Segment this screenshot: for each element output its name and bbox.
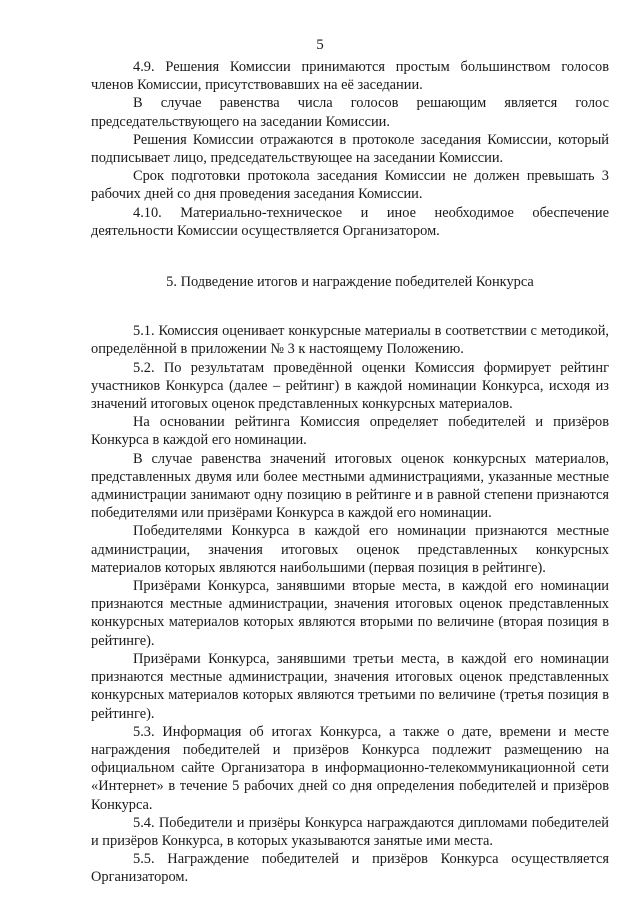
paragraph-4-10: 4.10. Материально-техническое и иное необходимое обеспечение деятельности Комиссии осуществляется Организатором. <box>91 204 609 239</box>
paragraph-4-9: 4.9. Решения Комиссии принимаются простым большинством голосов членов Комиссии, присутствовавших на её заседании. <box>91 59 609 94</box>
section-heading-5: 5. Подведение итогов и награждение победителей Конкурса <box>166 274 534 291</box>
document-body <box>91 58 609 887</box>
page-number: 5 <box>316 37 324 53</box>
paragraph-5-4: 5.4. Победители и призёры Конкурса награждаются дипломами победителей и призёров Конкурса, в которых указываются занятые ими места. <box>91 814 609 849</box>
paragraph-tie-vote: В случае равенства числа голосов решающим является голос председательствующего на заседании Комиссии. <box>91 95 609 130</box>
paragraph-protocol: Решения Комиссии отражаются в протоколе заседания Комиссии, который подписывает лицо, председательствующее на заседании Комиссии. <box>91 131 609 167</box>
paragraph-protocol-deadline: Срок подготовки протокола заседания Комиссии не должен превышать 3 рабочих дней со дня проведения заседания Комиссии. <box>91 168 609 203</box>
paragraph-rating-basis: На основании рейтинга Комиссия определяет победителей и призёров Конкурса в каждой его номинации. <box>91 414 609 449</box>
paragraph-second-place: Призёрами Конкурса, занявшими вторые места, в каждой его номинации признаются местные администрации, значения итоговых оценок представленных конкурсных материалов которых являются вторыми по величине (вторая позиция в рейтинге). <box>91 578 609 649</box>
paragraph-third-place: Призёрами Конкурса, занявшими третьи места, в каждой его номинации признаются местные администрации, значения итоговых оценок представленных конкурсных материалов которых являются третьими по величине (третья позиция в рейтинге). <box>91 650 609 722</box>
paragraph-5-5: 5.5. Награждение победителей и призёров Конкурса осуществляется Организатором. <box>91 851 609 886</box>
paragraph-equal-scores: В случае равенства значений итоговых оценок конкурсных материалов, представленных двумя или более местными администрациями, указанные местные администрации занимают одну позицию в рейтинге и в равной степени признаются победителями или призёрами Конкурса в каждой его номинации. <box>91 450 609 522</box>
paragraph-5-3: 5.3. Информация об итогах Конкурса, а также о дате, времени и месте награждения победителей и призёров Конкурса подлежит размещению на официальном сайте Организатора в информационно-телекоммуникационной сети «Интернет» в течение 5 рабочих дней со дня определения победителей и призёров Конкурса. <box>91 723 609 813</box>
paragraph-winners: Победителями Конкурса в каждой его номинации признаются местные администрации, значения итоговых оценок представленных конкурсных материалов которых являются наибольшими (первая позиция в рейтинге). <box>91 523 609 576</box>
paragraph-5-1: 5.1. Комиссия оценивает конкурсные материалы в соответствии с методикой, определённой в приложении № 3 к настоящему Положению. <box>91 323 609 358</box>
paragraph-5-2: 5.2. По результатам проведённой оценки Комиссия формирует рейтинг участников Конкурса (далее – рейтинг) в каждой номинации Конкурса, исходя из значений итоговых оценок представленных конкурсных материалов. <box>91 359 609 413</box>
